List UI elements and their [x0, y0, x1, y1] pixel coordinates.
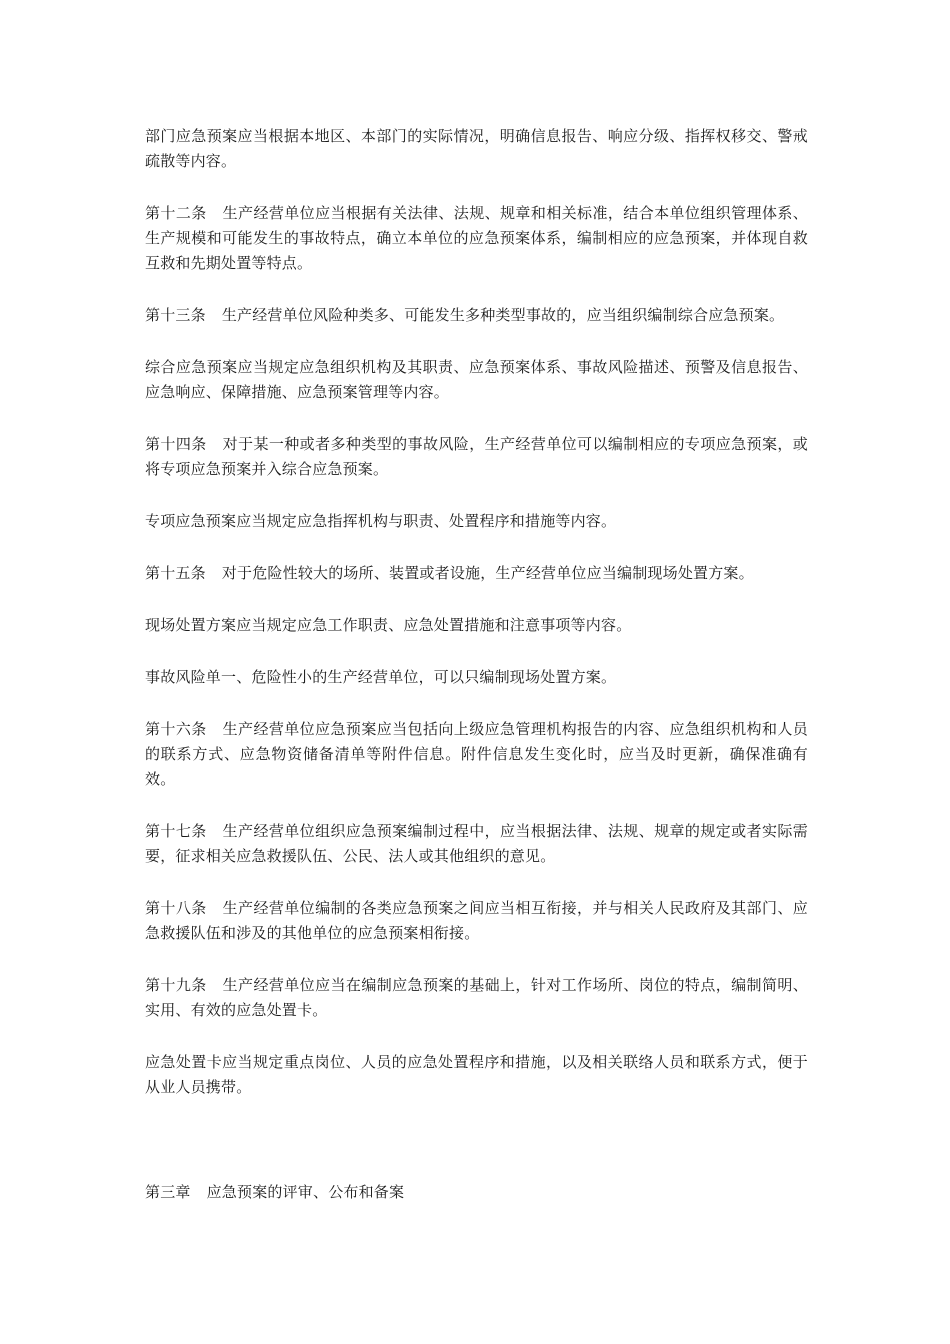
chapter-number: 第三章	[145, 1183, 191, 1201]
paragraph-text: 生产经营单位编制的各类应急预案之间应当相互衔接，并与相关人民政府及其部门、应急救援队伍和涉及的其他单位的应急预案相衔接。	[145, 899, 808, 942]
paragraph-text: 专项应急预案应当规定应急指挥机构与职责、处置程序和措施等内容。	[145, 512, 617, 530]
paragraph	[145, 665, 808, 690]
paragraph-text: 部门应急预案应当根据本地区、本部门的实际情况，明确信息报告、响应分级、指挥权移交、警戒疏散等内容。	[145, 127, 808, 170]
paragraph-text: 对于危险性较大的场所、装置或者设施，生产经营单位应当编制现场处置方案。	[221, 564, 754, 582]
paragraph-text: 综合应急预案应当规定应急组织机构及其职责、应急预案体系、事故风险描述、预警及信息报告、应急响应、保障措施、应急预案管理等内容。	[145, 358, 808, 401]
article-number: 第十八条	[145, 899, 207, 917]
paragraph-text: 生产经营单位应当在编制应急预案的基础上，针对工作场所、岗位的特点，编制简明、实用、有效的应急处置卡。	[145, 976, 808, 1019]
article-16	[145, 717, 808, 792]
article-15	[145, 561, 808, 586]
article-18	[145, 896, 808, 946]
paragraph-text: 对于某一种或者多种类型的事故风险，生产经营单位可以编制相应的专项应急预案，或将专项应急预案并入综合应急预案。	[145, 435, 808, 478]
article-12	[145, 201, 808, 276]
article-number: 第十六条	[145, 720, 207, 738]
article-17	[145, 819, 808, 869]
article-13	[145, 303, 808, 328]
article-number: 第十九条	[145, 976, 207, 994]
article-14	[145, 432, 808, 482]
paragraph-text: 生产经营单位风险种类多、可能发生多种类型事故的，应当组织编制综合应急预案。	[221, 306, 785, 324]
paragraph-text: 应急处置卡应当规定重点岗位、人员的应急处置程序和措施，以及相关联络人员和联系方式，便于从业人员携带。	[145, 1053, 808, 1096]
paragraph	[145, 124, 808, 174]
paragraph-text: 事故风险单一、危险性小的生产经营单位，可以只编制现场处置方案。	[145, 668, 617, 686]
document-body	[145, 124, 808, 1205]
article-number: 第十七条	[145, 822, 207, 840]
article-number: 第十四条	[145, 435, 207, 453]
article-number: 第十三条	[145, 306, 206, 324]
article-19	[145, 973, 808, 1023]
paragraph	[145, 355, 808, 405]
chapter-title: 应急预案的评审、公布和备案	[206, 1183, 405, 1201]
paragraph-text: 生产经营单位组织应急预案编制过程中，应当根据法律、法规、规章的规定或者实际需要，征求相关应急救援队伍、公民、法人或其他组织的意见。	[145, 822, 808, 865]
paragraph-text: 生产经营单位应急预案应当包括向上级应急管理机构报告的内容、应急组织机构和人员的联系方式、应急物资储备清单等附件信息。附件信息发生变化时，应当及时更新，确保准确有效。	[145, 720, 808, 788]
paragraph-text: 现场处置方案应当规定应急工作职责、应急处置措施和注意事项等内容。	[145, 616, 632, 634]
article-number: 第十五条	[145, 564, 206, 582]
paragraph	[145, 613, 808, 638]
chapter-heading	[145, 1180, 808, 1205]
article-number: 第十二条	[145, 204, 207, 222]
paragraph-text: 生产经营单位应当根据有关法律、法规、规章和相关标准，结合本单位组织管理体系、生产规模和可能发生的事故特点，确立本单位的应急预案体系，编制相应的应急预案，并体现自救互救和先期处置等特点。	[145, 204, 808, 272]
paragraph	[145, 1050, 808, 1100]
paragraph	[145, 509, 808, 534]
